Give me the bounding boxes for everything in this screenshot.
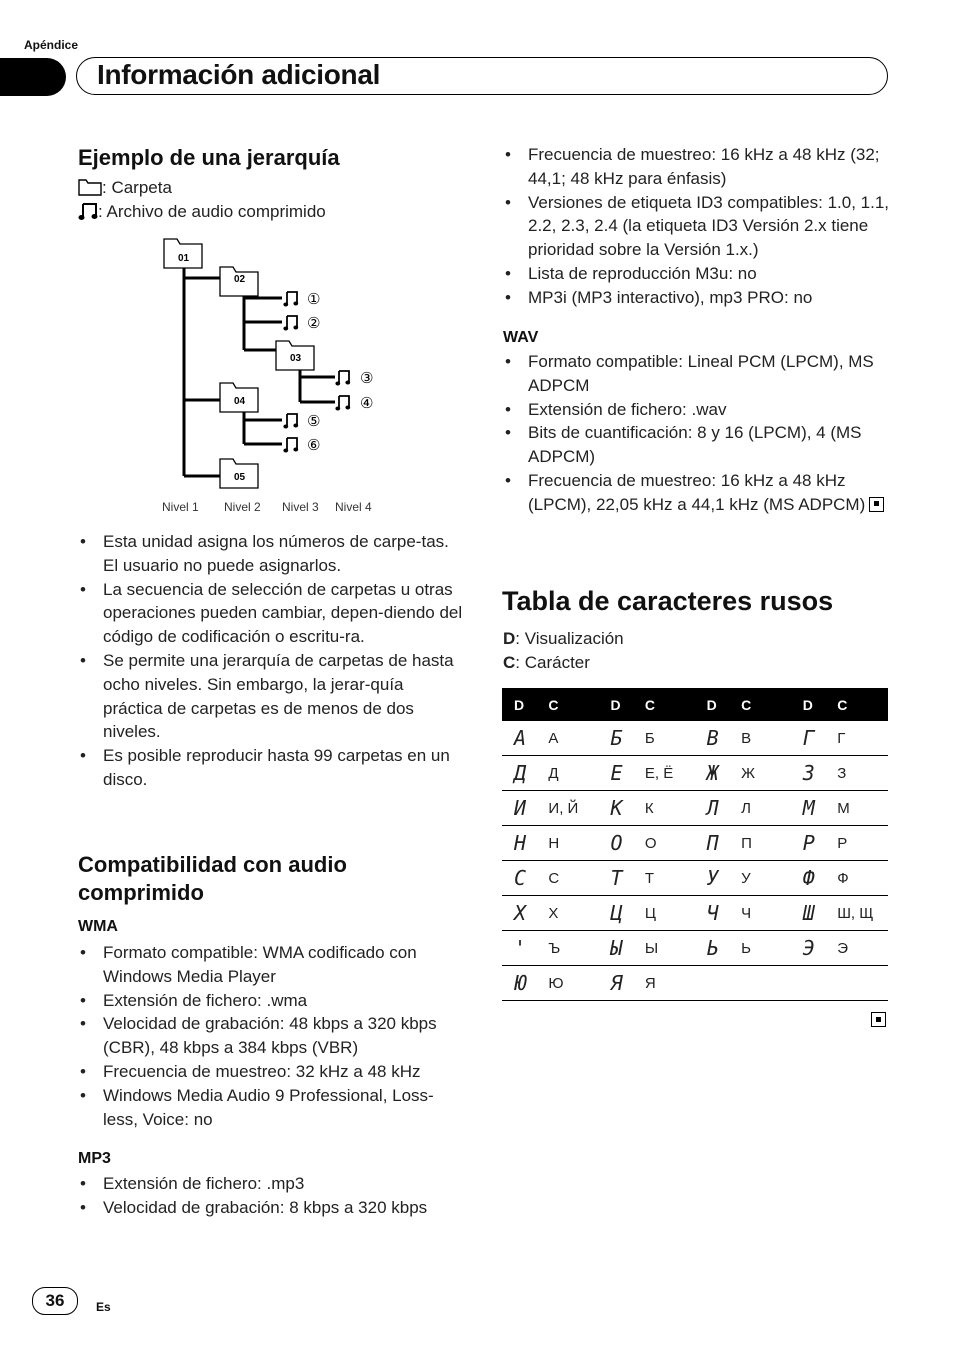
folder-hierarchy-diagram (150, 232, 410, 522)
legend-file-label: : Archivo de audio comprimido (98, 202, 326, 221)
display-glyph-cell: K (598, 791, 632, 826)
table-end-marker (871, 1012, 886, 1030)
list-item: • La secuencia de selección de carpetas u otras operaciones pueden cambiar, depen-diendo del código de codificación o escritu-ra. (78, 578, 466, 649)
display-glyph-cell: У (695, 861, 729, 896)
display-glyph-cell: M (791, 791, 825, 826)
page-number: 36 (32, 1287, 78, 1315)
display-glyph-cell: Ч (695, 896, 729, 931)
file-marker: ① (307, 290, 321, 308)
list-item: • Extensión de fichero: .wma (78, 989, 466, 1013)
column-header-c: C (633, 688, 695, 721)
table-row (502, 966, 888, 1001)
mp3-list-part1 (78, 1172, 466, 1220)
character-cell: У (729, 861, 791, 896)
character-cell: О (633, 826, 695, 861)
table-row (502, 791, 888, 826)
wma-list (78, 941, 466, 1131)
column-header-d: D (695, 688, 729, 721)
display-glyph-cell: И (502, 791, 536, 826)
display-glyph-cell: Ы (598, 931, 632, 966)
character-cell: Л (729, 791, 791, 826)
column-header-c: C (536, 688, 598, 721)
display-glyph-cell: E (598, 756, 632, 791)
music-note-icon (78, 201, 98, 221)
list-item: • Se permite una jerarquía de carpetas de hasta ocho niveles. Sin embargo, la jerar-quía práctica de carpetas es de menos de dos niveles. (78, 649, 466, 744)
column-header-d: D (598, 688, 632, 721)
display-glyph-cell: Э (791, 931, 825, 966)
page-title: Información adicional (97, 59, 381, 90)
column-header-d: D (791, 688, 825, 721)
end-of-section-icon (869, 497, 884, 512)
level-label: Nivel 1 (162, 500, 199, 514)
file-marker: ③ (360, 369, 374, 387)
table-row (502, 896, 888, 931)
list-item: • Windows Media Audio 9 Professional, Loss-less, Voice: no (78, 1084, 466, 1132)
level-label: Nivel 3 (282, 500, 319, 514)
character-cell: Т (633, 861, 695, 896)
compat-section (78, 851, 466, 907)
display-glyph-cell: Я (598, 966, 632, 1001)
character-cell: Ш, Щ (825, 896, 888, 931)
wav-label: WAV (503, 329, 539, 346)
display-glyph-cell: T (598, 861, 632, 896)
end-of-section-icon (871, 1012, 886, 1027)
character-cell: Д (536, 756, 598, 791)
character-cell: С (536, 861, 598, 896)
wma-label: WMA (78, 918, 118, 935)
character-cell: Х (536, 896, 598, 931)
character-cell: З (825, 756, 888, 791)
key-d-row (503, 627, 624, 651)
list-item: • Extensión de fichero: .mp3 (78, 1172, 466, 1196)
display-glyph-cell: Л (695, 791, 729, 826)
display-glyph-cell: Г (791, 721, 825, 756)
character-cell: Э (825, 931, 888, 966)
hierarchy-heading: Ejemplo de una jerarquía (78, 145, 340, 170)
level-label: Nivel 2 (224, 500, 261, 514)
list-item-text: Frecuencia de muestreo: 16 kHz a 48 kHz (LPCM), 22,05 kHz a 44,1 kHz (MS ADPCM) (528, 470, 866, 514)
russian-character-table (502, 688, 888, 1001)
legend-folder-label: : Carpeta (102, 178, 172, 197)
display-glyph-cell: Ю (502, 966, 536, 1001)
key-c-desc: : Carácter (515, 653, 590, 672)
display-glyph-cell: A (502, 721, 536, 756)
file-marker: ⑥ (307, 436, 321, 454)
list-item: • Es posible reproducir hasta 99 carpetas en un disco. (78, 744, 466, 792)
key-c-row (503, 651, 590, 675)
folder-label: 03 (290, 353, 302, 364)
key-d-desc: : Visualización (515, 629, 624, 648)
character-cell: В (729, 721, 791, 756)
language-code: Es (96, 1300, 111, 1314)
file-marker: ④ (360, 394, 374, 412)
character-cell: Ы (633, 931, 695, 966)
file-marker: ⑤ (307, 412, 321, 430)
key-d: D (503, 629, 516, 648)
key-c: C (503, 653, 516, 672)
display-glyph-cell: O (598, 826, 632, 861)
list-item: • Frecuencia de muestreo: 16 kHz a 48 kHz (32; 44,1; 48 kHz para énfasis) (503, 143, 891, 191)
list-item: • Extensión de fichero: .wav (503, 398, 891, 422)
russian-heading: Tabla de caracteres rusos (502, 586, 834, 616)
display-glyph-cell: Д (502, 756, 536, 791)
level-label: Nivel 4 (335, 500, 372, 514)
wav-list (503, 350, 891, 517)
column-header-c: C (825, 688, 888, 721)
display-glyph-cell (695, 966, 729, 1001)
display-glyph-cell: Ш (791, 896, 825, 931)
character-cell: Ю (536, 966, 598, 1001)
section-label: Apéndice (24, 38, 79, 52)
character-cell: Р (825, 826, 888, 861)
display-glyph-cell: P (791, 826, 825, 861)
compat-heading: Compatibilidad con audio comprimido (78, 852, 347, 905)
display-glyph-cell: ' (502, 931, 536, 966)
display-glyph-cell: Б (598, 721, 632, 756)
display-glyph-cell: X (502, 896, 536, 931)
character-cell: И, Й (536, 791, 598, 826)
legend-folder-row (78, 176, 172, 200)
display-glyph-cell: Ь (695, 931, 729, 966)
display-glyph-cell: П (695, 826, 729, 861)
character-cell (825, 966, 888, 1001)
character-cell: Ф (825, 861, 888, 896)
character-cell: Ь (729, 931, 791, 966)
folder-label: 01 (178, 253, 190, 264)
mp3-list-part2 (503, 143, 891, 310)
folder-label: 02 (234, 274, 246, 285)
display-glyph-cell: H (502, 826, 536, 861)
character-cell: М (825, 791, 888, 826)
character-cell (729, 966, 791, 1001)
legend-file-row (78, 200, 326, 224)
character-cell: Е, Ё (633, 756, 695, 791)
table-row (502, 826, 888, 861)
file-marker: ② (307, 314, 321, 332)
character-cell: Ж (729, 756, 791, 791)
character-cell: А (536, 721, 598, 756)
list-item: • Bits de cuantificación: 8 y 16 (LPCM), 4 (MS ADPCM) (503, 421, 891, 469)
character-cell: Я (633, 966, 695, 1001)
table-row (502, 861, 888, 896)
hierarchy-section (78, 144, 340, 172)
list-item: • Formato compatible: WMA codificado con Windows Media Player (78, 941, 466, 989)
table-row (502, 721, 888, 756)
section-tab-marker (0, 58, 66, 96)
character-cell: Г (825, 721, 888, 756)
page-title-bar (76, 57, 888, 95)
mp3-label: MP3 (78, 1150, 111, 1167)
display-glyph-cell (791, 966, 825, 1001)
column-header-d: D (502, 688, 536, 721)
display-glyph-cell: Ж (695, 756, 729, 791)
display-glyph-cell: Ф (791, 861, 825, 896)
list-item: • Formato compatible: Lineal PCM (LPCM), MS ADPCM (503, 350, 891, 398)
character-cell: П (729, 826, 791, 861)
hierarchy-notes-list (78, 530, 466, 792)
folder-icon (78, 178, 102, 196)
character-cell: Ц (633, 896, 695, 931)
table-row (502, 931, 888, 966)
character-cell: Ч (729, 896, 791, 931)
table-header-row (502, 688, 888, 721)
russian-section (502, 586, 833, 617)
display-glyph-cell: Ц (598, 896, 632, 931)
table-row (502, 756, 888, 791)
folder-label: 04 (234, 396, 246, 407)
display-glyph-cell: C (502, 861, 536, 896)
folder-label: 05 (234, 472, 246, 483)
list-item: • Frecuencia de muestreo: 32 kHz a 48 kHz (78, 1060, 466, 1084)
list-item: • Velocidad de grabación: 8 kbps a 320 kbps (78, 1196, 466, 1220)
character-cell: Ъ (536, 931, 598, 966)
list-item: • Esta unidad asigna los números de carpe-tas. El usuario no puede asignarlos. (78, 530, 466, 578)
list-item: • Lista de reproducción M3u: no (503, 262, 891, 286)
character-cell: Н (536, 826, 598, 861)
list-item: • Versiones de etiqueta ID3 compatibles: 1.0, 1.1, 2.2, 2.3, 2.4 (la etiqueta ID3 Versión 2.x tiene prioridad sobre la Versión 1.x.) (503, 191, 891, 262)
display-glyph-cell: З (791, 756, 825, 791)
list-item: • MP3i (MP3 interactivo), mp3 PRO: no (503, 286, 891, 310)
character-cell: Б (633, 721, 695, 756)
column-header-c: C (729, 688, 791, 721)
list-item: • Velocidad de grabación: 48 kbps a 320 kbps (CBR), 48 kbps a 384 kbps (VBR) (78, 1012, 466, 1060)
character-cell: К (633, 791, 695, 826)
display-glyph-cell: B (695, 721, 729, 756)
table-body (502, 721, 888, 1001)
list-item (503, 469, 891, 517)
